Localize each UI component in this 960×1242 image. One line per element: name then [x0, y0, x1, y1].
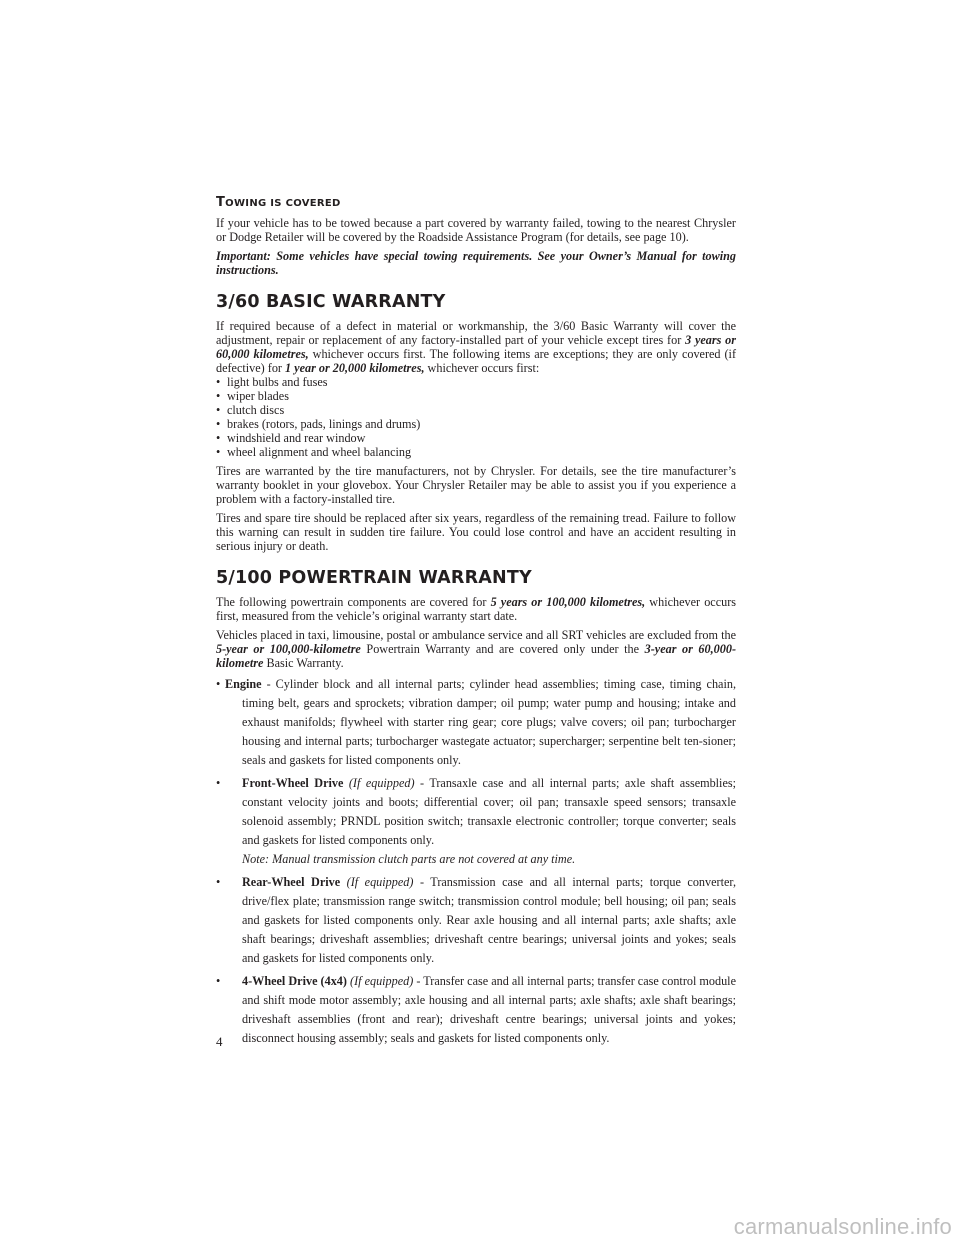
- list-item: • wiper blades: [216, 389, 289, 403]
- bullet-icon: •: [216, 677, 221, 691]
- bullet-icon: •: [216, 974, 221, 988]
- list-item-rear-wheel-drive: • Rear-Wheel Drive (If equipped) - Transmission case and all internal parts; torque converter, drive/flex plate; transmission range switch; transmission control module; bell housing; oil pan; seals and gaskets for listed components only. Rear axle housing and all internal parts; axle shafts; axle shaft bearings; driveshaft assemblies; driveshaft centre bearings; universal joints and yokes; seals and gaskets for listed components only.: [216, 875, 736, 965]
- bullet-icon: •: [216, 776, 221, 790]
- powertrain-warranty-heading: 5/100 POWERTRAIN WARRANTY: [216, 568, 532, 588]
- towing-heading: TOWING IS COVERED: [216, 195, 341, 210]
- bullet-icon: •: [216, 389, 221, 403]
- list-item: • wheel alignment and wheel balancing: [216, 445, 412, 459]
- basic-warranty-heading: 3/60 BASIC WARRANTY: [216, 292, 446, 312]
- page-number: 4: [216, 1034, 223, 1049]
- list-item-front-wheel-drive: • Front-Wheel Drive (If equipped) - Transaxle case and all internal parts; axle shaft assemblies; constant velocity joints and boots; differential cover; oil pan; transaxle speed sensors; transaxle solenoid assembly; PRNDL position switch; transaxle electronic controller; torque converter; seals and gaskets for listed components only. Note: Manual transmission clutch parts are not covered at any time.: [216, 774, 736, 869]
- list-item-engine: • Engine - Cylinder block and all internal parts; cylinder head assemblies; timing case, timing chain, timing belt, gears and sprockets; vibration damper; oil pump; water pump and housing; intake and exhaust manifolds; flywheel with starter ring gear; core plugs; valve covers; oil pan; turbocharger housing and internal parts; turbocharger wastegate actuator; supercharger; serpentine belt ten-sioner; seals and gaskets for listed components only.: [216, 677, 736, 767]
- bullet-icon: •: [216, 375, 221, 389]
- list-item: • light bulbs and fuses: [216, 375, 328, 389]
- tires-warranty-paragraph: Tires are warranted by the tire manufacturers, not by Chrysler. For details, see the tire manufacturer’s warranty booklet in your glovebox. Your Chrysler Retailer may be able to assist you if you experience a problem with a factory-installed tire.: [216, 464, 736, 506]
- exceptions-list: [216, 375, 736, 459]
- watermark: carmanualsonline.info: [733, 1214, 952, 1239]
- bullet-icon: •: [216, 417, 221, 431]
- bullet-icon: •: [216, 445, 221, 459]
- manual-transmission-note: Note: Manual transmission clutch parts are not covered at any time.: [242, 852, 576, 866]
- basic-warranty-paragraph: If required because of a defect in material or workmanship, the 3/60 Basic Warranty will cover the adjustment, repair or replacement of any factory-installed part of your vehicle except tires for 3 years or 60,000 kilometres, whichever occurs first. The following items are exceptions; they are only covered (if defective) for 1 year or 20,000 kilometres, whichever occurs first:: [216, 319, 736, 375]
- powertrain-exclusion-paragraph: Vehicles placed in taxi, limousine, postal or ambulance service and all SRT vehicles are excluded from the 5-year or 100,000-kilometre Powertrain Warranty and are covered only under the 3-year or 60,000-kilometre Basic Warranty.: [216, 628, 737, 670]
- towing-paragraph: If your vehicle has to be towed because a part covered by warranty failed, towing to the nearest Chrysler or Dodge Retailer will be covered by the Roadside Assistance Program (for details, see page 10).: [216, 216, 736, 244]
- page-content: [216, 196, 736, 1052]
- list-item: • clutch discs: [216, 403, 285, 417]
- list-item-four-wheel-drive: • 4-Wheel Drive (4x4) (If equipped) - Transfer case and all internal parts; transfer case control module and shift mode motor assembly; axle housing and all internal parts; axle shafts; axle shaft bearings; driveshaft assemblies (front and rear); driveshaft centre bearings; universal joints and yokes; disconnect housing assembly; seals and gaskets for listed components only.: [216, 974, 736, 1045]
- powertrain-coverage-paragraph: The following powertrain components are covered for 5 years or 100,000 kilometres, whichever occurs first, measured from the vehicle’s original warranty start date.: [216, 595, 736, 623]
- list-item: • windshield and rear window: [216, 431, 366, 445]
- tires-replacement-paragraph: Tires and spare tire should be replaced after six years, regardless of the remaining tread. Failure to follow this warning can result in sudden tire failure. You could lose control and have an accident resulting in serious injury or death.: [216, 511, 736, 553]
- towing-important-note: Important: Some vehicles have special towing requirements. See your Owner’s Manual for towing instructions.: [216, 249, 736, 277]
- list-item: • brakes (rotors, pads, linings and drums): [216, 417, 421, 431]
- bullet-icon: •: [216, 403, 221, 417]
- bullet-icon: •: [216, 875, 221, 889]
- bullet-icon: •: [216, 431, 221, 445]
- powertrain-components-list: [216, 675, 736, 1048]
